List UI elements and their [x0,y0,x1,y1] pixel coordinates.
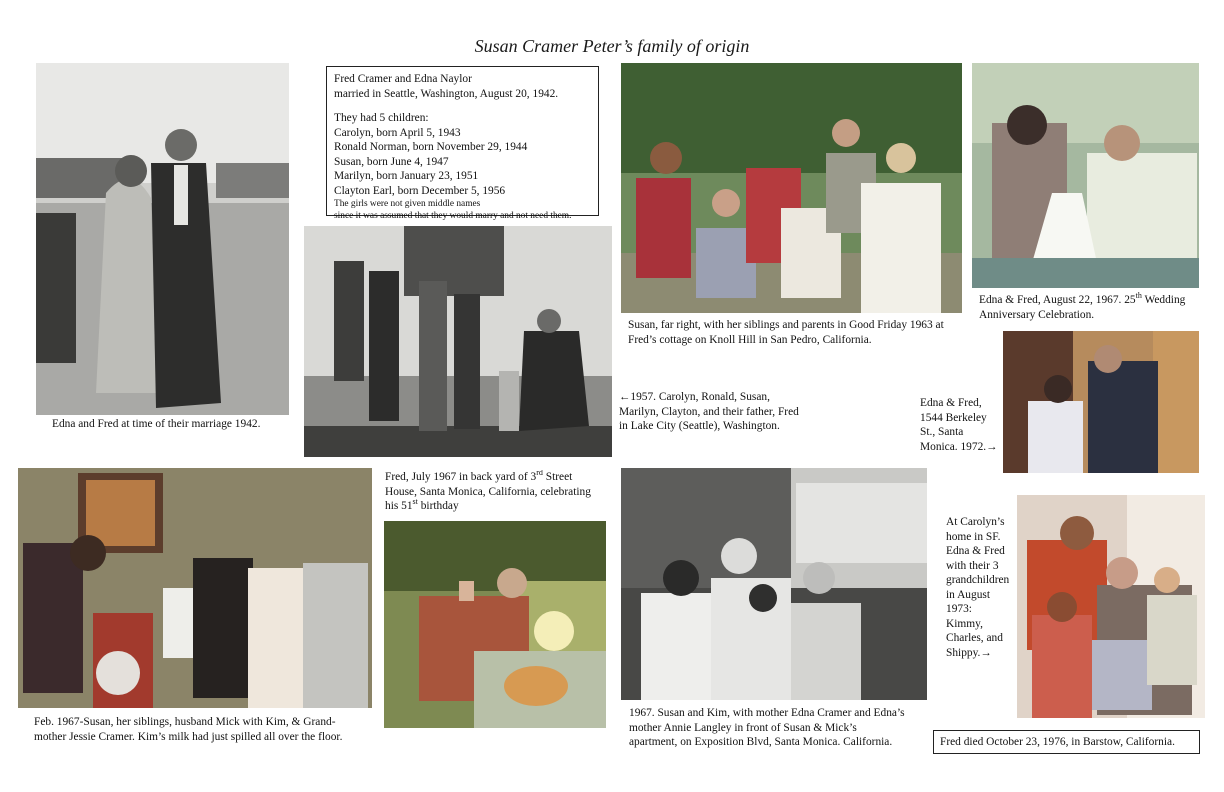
exposition-1967-caption: 1967. Susan and Kim, with mother Edna Cramer and Edna’s mother Annie Langley in front of Susan & Mick’s apartment, on Exposition Blvd, Santa Monica. California. [629,707,905,748]
good-friday-1963-caption: Susan, far right, with her siblings and parents in Good Friday 1963 at Fred’s cottage on Knoll Hill in San Pedro, California. [628,319,944,346]
middle-names-note-1: The girls were not given middle names [334,199,481,209]
child-item: Ronald Norman, born November 29, 1944 [334,141,528,153]
page-title: Susan Cramer Peter’s family of origin [474,36,750,56]
marriage-line-2: married in Seattle, Washington, August 20, 1942. [334,87,559,100]
child-item: Clayton Earl, born December 5, 1956 [334,184,506,197]
anniversary-1967-photo [972,63,1199,288]
child-item: Susan, born June 4, 1947 [334,155,449,168]
anniversary-1967-caption: Edna & Fred, August 22, 1967. 25th Wedding Anniversary Celebration. [979,291,1186,321]
lake-city-1957-caption: ←1957. Carolyn, Ronald, Susan, Marilyn, Clayton, and their father, Fred in Lake City (Seattle), Washington. [619,391,799,432]
wedding-1942-caption: Edna and Fred at time of their marriage 1942. [52,418,261,430]
exposition-1967-photo [621,468,927,700]
berkeley-1972-photo [1003,331,1199,473]
child-item: Carolyn, born April 5, 1943 [334,126,461,139]
carolyn-sf-1973-photo [1017,495,1205,718]
children-intro: They had 5 children: [334,112,429,124]
wedding-1942-photo [36,63,289,415]
feb-1967-caption: Feb. 1967-Susan, her siblings, husband Mick with Kim, & Grand- mother Jessie Cramer. Kim’s milk had just spilled all over the floor. [34,716,343,743]
marriage-info-box [326,66,599,221]
birthday-1967-caption: Fred, July 1967 in back yard of 3rd Street House, Santa Monica, California, celebrating his 51st birthday [385,470,591,512]
good-friday-1963-photo [621,63,962,313]
fred-died-box: Fred died October 23, 1976, in Barstow, California. [933,730,1200,754]
marriage-line-1: Fred Cramer and Edna Naylor [334,73,472,85]
middle-names-note-2: since it was assumed that they would marry and not need them. [334,211,572,221]
carolyn-sf-1973-caption: At Carolyn’s home in SF. Edna & Fred with their 3 grandchildren in August 1973: Kimmy, Charles, and Shippy.→ [946,516,1010,659]
lake-city-1957-photo [304,226,612,457]
berkeley-1972-caption: Edna & Fred, 1544 Berkeley St., Santa Monica. 1972.→ [920,397,998,453]
child-item: Marilyn, born January 23, 1951 [334,170,479,182]
birthday-1967-photo [384,521,606,728]
feb-1967-photo [18,468,372,708]
